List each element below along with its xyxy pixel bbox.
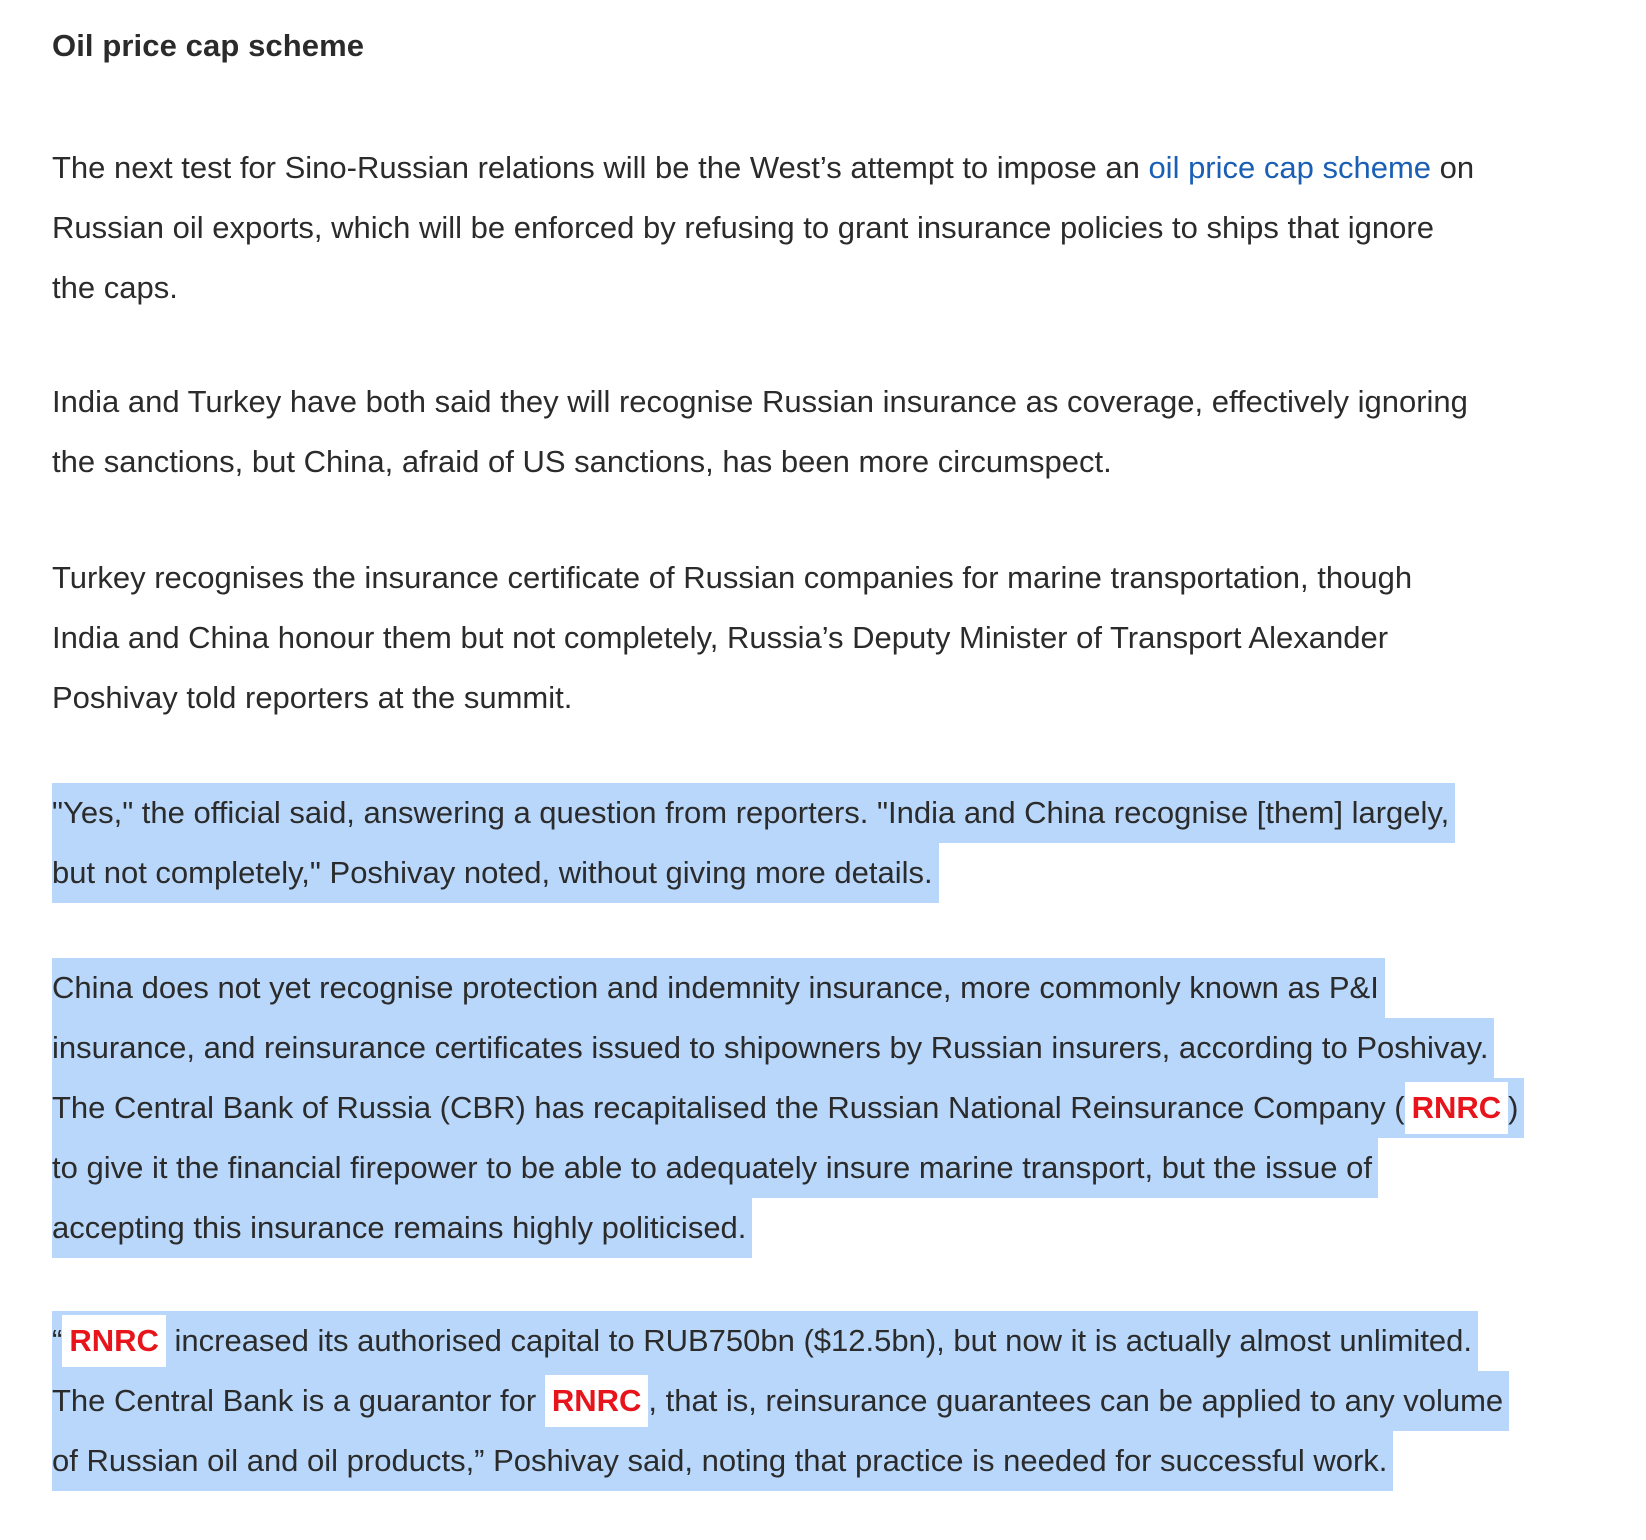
paragraph-6-text-after-tag: increased its authorised capital to RUB750bn ($12.5bn), but now it is actually almost unlimited.: [165, 1323, 1473, 1358]
paragraph-1-text-after-link: on: [1431, 150, 1475, 185]
paragraph-5-line-1: [52, 958, 1632, 1018]
paragraph-1-line-1: [52, 138, 1632, 198]
paragraph-5-text-after-tag: ): [1508, 1090, 1519, 1125]
selection-highlight: China does not yet recognise protection and indemnity insurance, more commonly known as P&I: [52, 958, 1385, 1018]
paragraph-4-selected: [52, 783, 1632, 903]
paragraph-5-line-2: [52, 1018, 1632, 1078]
selection-highlight: insurance, and reinsurance certificates issued to shipowners by Russian insurers, according to Poshivay.: [52, 1018, 1494, 1078]
rnrc-tag[interactable]: RNRC: [62, 1315, 166, 1367]
rnrc-tag[interactable]: RNRC: [545, 1375, 649, 1427]
selection-highlight: of Russian oil and oil products,” Poshivay said, noting that practice is needed for successful work.: [52, 1431, 1393, 1491]
paragraph-5-text-before-tag: The Central Bank of Russia (CBR) has recapitalised the Russian National Reinsurance Company (: [52, 1090, 1405, 1125]
paragraph-6-line-1: [52, 1311, 1632, 1371]
paragraph-5-line-3: [52, 1078, 1632, 1138]
paragraph-5-line-4: [52, 1138, 1632, 1198]
paragraph-6-text-after-tag-2: , that is, reinsurance guarantees can be applied to any volume: [648, 1383, 1504, 1418]
paragraph-6-selected: [52, 1311, 1632, 1491]
selection-highlight: "Yes," the official said, answering a question from reporters. "India and China recognise [them] largely,: [52, 783, 1455, 843]
rnrc-tag[interactable]: RNRC: [1405, 1082, 1509, 1134]
paragraph-1-text-before-link: The next test for Sino-Russian relations will be the West’s attempt to impose an: [52, 150, 1149, 185]
paragraph-3-line-2: India and China honour them but not completely, Russia’s Deputy Minister of Transport Alexander: [52, 620, 1389, 655]
paragraph-3-line-3: Poshivay told reporters at the summit.: [52, 680, 573, 715]
selection-highlight: [52, 1371, 1509, 1431]
paragraph-6-line-3: [52, 1431, 1632, 1491]
paragraph-1-line-3: the caps.: [52, 270, 178, 305]
paragraph-2-line-2: the sanctions, but China, afraid of US sanctions, has been more circumspect.: [52, 444, 1112, 479]
paragraph-4-line-1: [52, 783, 1632, 843]
paragraph-2: [52, 372, 1632, 492]
paragraph-2-line-1: India and Turkey have both said they will recognise Russian insurance as coverage, effectively ignoring: [52, 384, 1468, 419]
oil-price-cap-scheme-link[interactable]: oil price cap scheme: [1148, 150, 1432, 185]
paragraph-6-text-before-tag: The Central Bank is a guarantor for: [52, 1383, 545, 1418]
paragraph-1-line-2: Russian oil exports, which will be enforced by refusing to grant insurance policies to ships that ignore: [52, 210, 1434, 245]
selection-highlight: accepting this insurance remains highly politicised.: [52, 1198, 752, 1258]
paragraph-4-line-2: [52, 843, 1632, 903]
selection-highlight: to give it the financial firepower to be able to adequately insure marine transport, but the issue of: [52, 1138, 1378, 1198]
section-heading: Oil price cap scheme: [52, 28, 365, 63]
paragraph-5-selected: [52, 958, 1632, 1258]
paragraph-1: [52, 138, 1632, 318]
selection-highlight: [52, 1078, 1524, 1138]
paragraph-3: [52, 548, 1632, 728]
paragraph-5-line-5: [52, 1198, 1632, 1258]
paragraph-6-line-2: [52, 1371, 1632, 1431]
paragraph-3-line-1: Turkey recognises the insurance certificate of Russian companies for marine transportation, though: [52, 560, 1413, 595]
selection-highlight: but not completely," Poshivay noted, without giving more details.: [52, 843, 939, 903]
opening-quote: “: [52, 1323, 63, 1358]
selection-highlight: [52, 1311, 1478, 1371]
